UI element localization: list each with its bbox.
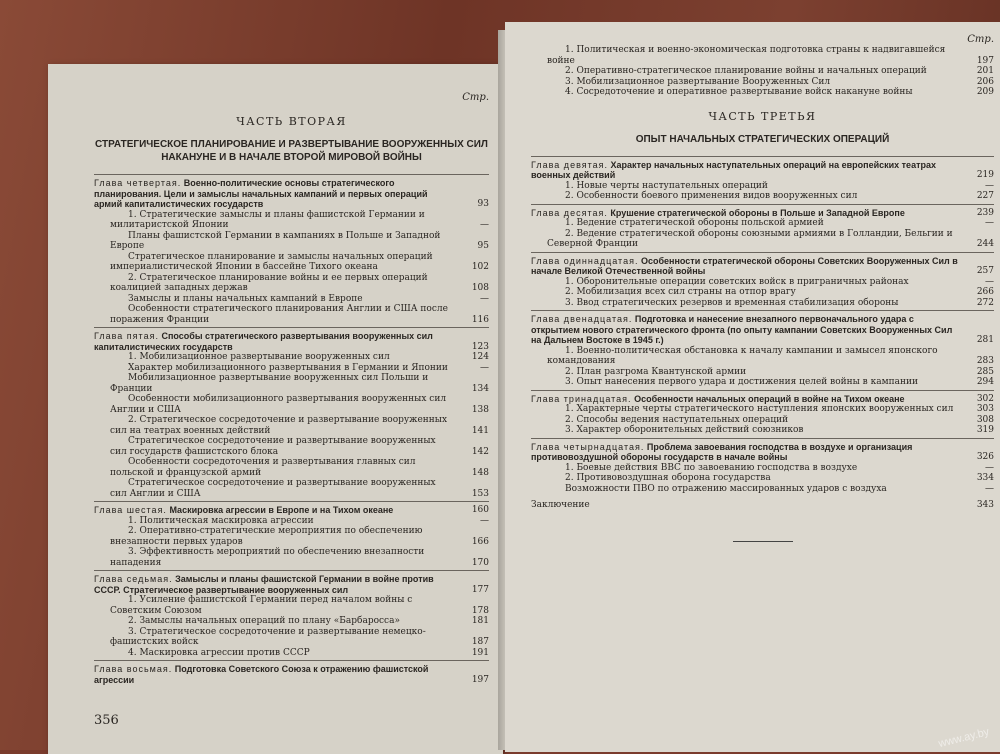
section-item	[531, 191, 994, 202]
chapter-title	[94, 574, 455, 595]
section-item	[94, 547, 489, 568]
chapter-title-row	[531, 394, 994, 405]
section-item	[531, 367, 994, 378]
chapter-page: 281	[976, 335, 994, 345]
section-item-page: 283	[976, 356, 994, 366]
chapter-title	[94, 331, 455, 352]
table-of-contents	[94, 174, 489, 685]
section-item-text: Стратегическое планирование и замыслы начальных операций империалистической Японии в бассейне Тихого океана	[110, 251, 433, 272]
section-item	[94, 457, 489, 478]
section-item	[94, 595, 489, 616]
chapter-page: 257	[976, 266, 994, 276]
section-item-page: —	[985, 180, 994, 191]
section-item-text: Особенности сосредоточения и развертывания главных сил польской и французской армий	[110, 457, 416, 478]
right-page	[505, 22, 1000, 752]
chapter-title	[531, 442, 960, 463]
chapter-label: Глава тринадцатая.	[531, 393, 632, 404]
section-item-text: 3. Мобилизационное развертывание Вооруженных Сил	[565, 76, 831, 87]
section-item-text: 2. План разгрома Квантунской армии	[565, 366, 747, 377]
chapter-page: 93	[477, 199, 489, 209]
section-item-text: 4. Маскировка агрессии против СССР	[128, 647, 310, 658]
section-item-text: Возможности ПВО по отражению массированных ударов с воздуха	[565, 483, 887, 494]
chapter-name: Особенности стратегической обороны Советских Вооруженных Сил в начале Великой Отечественной войны	[531, 255, 958, 276]
section-item-text: 2. Оперативно-стратегические мероприятия по обеспечению внезапности первых ударов	[110, 526, 423, 547]
section-item-page: 191	[471, 647, 489, 658]
section-item-text: 3. Ввод стратегических резервов и временная стабилизация обороны	[565, 297, 899, 308]
section-item-text: 1. Новые черты наступательных операций	[565, 180, 768, 191]
section-item-page: 170	[471, 557, 489, 568]
section-item	[94, 210, 489, 231]
section-item-page: 138	[471, 404, 489, 415]
str-label: Стр.	[967, 34, 994, 45]
section-item-page: 116	[471, 314, 489, 325]
section-item-page: —	[480, 362, 489, 373]
section-item-page: 209	[976, 87, 994, 97]
section-item-page: —	[480, 220, 489, 230]
section-item-page: —	[985, 218, 994, 228]
chapter-block	[94, 660, 489, 685]
chapter-page: 123	[471, 341, 489, 352]
chapter-label: Глава шестая.	[94, 505, 167, 515]
chapter-name: Подготовка и нанесение внезапного первоначального удара с открытием нового стратегического фронта (по опыту кампании Советских Вооруженных Сил на Дальнем Востоке в 1945 г.)	[531, 314, 953, 345]
section-item-page: —	[985, 276, 994, 287]
section-item	[531, 181, 994, 192]
section-item-text: 2. Стратегическое сосредоточение и развертывание вооруженных сил на театрах военных действий	[110, 415, 448, 436]
chapter-block	[531, 390, 994, 436]
section-item-page: 201	[976, 66, 994, 76]
chapter-label: Глава двенадцатая.	[531, 314, 633, 324]
chapter-name: Подготовка Советского Союза к отражению фашистской агрессии	[94, 664, 429, 685]
section-item	[94, 273, 489, 294]
section-item-page: 153	[471, 488, 489, 499]
chapter-title	[531, 394, 960, 405]
section-item	[531, 404, 994, 415]
chapter-page: 160	[471, 505, 489, 515]
section-item-text: 1. Военно-политическая обстановка к началу кампании и замысел японского командования	[547, 345, 938, 366]
section-item	[94, 478, 489, 499]
section-item-page: 334	[976, 473, 994, 483]
section-item-text: Стратегическое сосредоточение и развертывание вооруженных сил Англии и США	[110, 478, 436, 499]
part-title: СТРАТЕГИЧЕСКОЕ ПЛАНИРОВАНИЕ И РАЗВЕРТЫВАНИЕ ВООРУЖЕННЫХ СИЛ НАКАНУНЕ И В НАЧАЛЕ ВТОРОЙ МИРОВОЙ ВОЙНЫ	[95, 139, 488, 163]
section-item-page: —	[985, 462, 994, 473]
section-item-page: 102	[471, 262, 489, 272]
chapter-block	[531, 310, 994, 388]
section-item-text: 2. Противовоздушная оборона государства	[565, 473, 771, 483]
section-item-page: 266	[976, 287, 994, 297]
section-item	[94, 516, 489, 527]
chapter-title-row	[531, 314, 994, 346]
section-item-text: 2. Способы ведения наступательных операций	[565, 414, 789, 425]
section-item	[94, 252, 489, 273]
section-item-page: 148	[471, 467, 489, 478]
chapter-name: Способы стратегического развертывания вооруженных сил капиталистических государств	[94, 331, 433, 352]
section-item	[531, 87, 994, 98]
chapter-block	[531, 156, 994, 202]
chapter-block	[94, 174, 489, 325]
section-item-page: 197	[976, 55, 994, 66]
section-item-page: 141	[471, 425, 489, 436]
section-item	[94, 352, 489, 363]
chapter-name: Маскировка агрессии в Европе и на Тихом океане	[169, 505, 394, 515]
section-item	[94, 294, 489, 305]
continued-items	[531, 45, 994, 98]
chapter-label: Глава четырнадцатая.	[531, 441, 645, 452]
chapter-label: Глава седьмая.	[94, 574, 173, 584]
section-item	[531, 77, 994, 88]
chapter-block	[94, 501, 489, 568]
chapter-name: Военно-политические основы стратегического планирования. Цели и замыслы начальных кампаний и первых операций армий капиталистических государств	[94, 178, 428, 209]
section-item-text: Замыслы и планы начальных кампаний в Европе	[128, 293, 363, 304]
chapter-title	[531, 208, 960, 219]
section-item	[531, 277, 994, 288]
section-item-page: 178	[471, 605, 489, 616]
section-item-text: 3. Характер оборонительных действий союзников	[565, 425, 804, 435]
chapter-title	[94, 664, 455, 685]
section-item-page: 244	[976, 239, 994, 249]
section-item-text: Мобилизационное развертывание вооруженных сил Польши и Франции	[110, 373, 429, 394]
section-item-text: Характер мобилизационного развертывания в Германии и Японии	[128, 362, 448, 373]
chapter-title	[531, 160, 960, 181]
chapter-page: 177	[471, 584, 489, 595]
section-item-page: 206	[976, 76, 994, 87]
chapter-label: Глава пятая.	[94, 331, 159, 341]
section-item-text: 2. Ведение стратегической обороны союзными армиями в Голландии, Бельгии и Северной Франции	[547, 228, 953, 249]
section-item-page: —	[985, 483, 994, 494]
section-item	[94, 627, 489, 648]
chapter-label: Глава девятая.	[531, 159, 609, 170]
section-item-page: 294	[976, 377, 994, 387]
part-heading: ЧАСТЬ ТРЕТЬЯ	[708, 109, 817, 123]
section-item-page: 181	[471, 616, 489, 626]
section-item	[531, 484, 994, 495]
section-item-text: 2. Замыслы начальных операций по плану «Барбаросса»	[128, 616, 400, 626]
section-item-text: Особенности стратегического планирования Англии и США после поражения Франции	[110, 304, 448, 325]
chapter-page: 219	[976, 170, 994, 180]
section-item-text: Планы фашистской Германии в кампаниях в Польше и Западной Европе	[110, 230, 441, 251]
section-item-page: 187	[471, 637, 489, 647]
section-item	[94, 373, 489, 394]
section-item	[531, 66, 994, 77]
chapter-title-row	[531, 256, 994, 277]
section-item-text: Стратегическое сосредоточение и развертывание вооруженных сил государств фашистского блока	[110, 436, 436, 457]
chapter-name: Проблема завоевания господства в воздухе и организация противовоздушной обороны государств в начале войны	[531, 441, 913, 462]
section-item-text: 4. Сосредоточение и оперативное развертывание войск накануне войны	[565, 87, 913, 97]
section-item-text: 1. Усиление фашистской Германии перед началом войны с Советским Союзом	[110, 595, 413, 616]
section-item	[531, 377, 994, 388]
chapter-title-row	[94, 178, 489, 210]
section-item	[94, 648, 489, 659]
section-item-text: 1. Характерные черты стратегического наступления японских вооруженных сил	[565, 404, 954, 414]
section-item	[531, 425, 994, 436]
section-item-text: 1. Ведение стратегической обороны польской армией	[565, 218, 824, 228]
chapter-name: Особенности начальных операций в войне на Тихом океане	[634, 393, 905, 404]
section-item-text: 1. Боевые действия ВВС по завоеванию господства в воздухе	[565, 462, 858, 473]
section-item-text: 3. Стратегическое сосредоточение и развертывание немецко-фашистских войск	[110, 626, 426, 647]
section-item	[531, 473, 994, 484]
chapter-title	[531, 256, 960, 277]
chapter-block	[531, 252, 994, 309]
chapter-title	[94, 178, 455, 210]
section-item-page: 319	[976, 425, 994, 435]
section-item	[94, 363, 489, 374]
section-item	[94, 394, 489, 415]
section-item-page: 142	[471, 446, 489, 457]
section-item	[94, 231, 489, 252]
section-item	[531, 346, 994, 367]
section-item	[531, 229, 994, 250]
section-item-text: 3. Опыт нанесения первого удара и достижения целей войны в кампании	[565, 377, 918, 387]
chapter-label: Глава десятая.	[531, 207, 608, 218]
page-number: 356	[94, 713, 119, 728]
section-item-page: 308	[976, 414, 994, 425]
chapter-title-row	[531, 160, 994, 181]
str-label: Стр.	[462, 92, 489, 103]
section-item	[94, 616, 489, 627]
section-item-page: 227	[976, 191, 994, 201]
section-item-page: 124	[471, 352, 489, 362]
conclusion-page: 343	[976, 500, 994, 510]
chapter-title-row	[94, 331, 489, 352]
section-item-text: 1. Мобилизационное развертывание вооруженных сил	[128, 352, 390, 362]
chapter-title-row	[94, 664, 489, 685]
chapter-name: Замыслы и планы фашистской Германии в войне против СССР. Стратегическое развертывание вооруженных сил	[94, 574, 434, 595]
section-item-page: 95	[477, 241, 489, 251]
section-item-page: 108	[471, 283, 489, 293]
section-item-text: 2. Стратегическое планирование войны и ее первых операций коалицией западных держав	[110, 272, 428, 293]
section-item-text: 3. Эффективность мероприятий по обеспечению внезапности нападения	[110, 547, 425, 568]
part-title: ОПЫТ НАЧАЛЬНЫХ СТРАТЕГИЧЕСКИХ ОПЕРАЦИЙ	[635, 133, 890, 145]
section-item	[94, 436, 489, 457]
chapter-title-row	[531, 442, 994, 463]
chapter-title-row	[94, 505, 489, 516]
section-item	[531, 463, 994, 474]
part-heading: ЧАСТЬ ВТОРАЯ	[236, 115, 347, 128]
watermark: www.ay.by	[937, 725, 991, 751]
section-item-text: 2. Мобилизация всех сил страны на отпор врагу	[565, 287, 796, 297]
chapter-title-row	[531, 208, 994, 219]
section-item-page: 166	[471, 536, 489, 547]
section-item	[94, 415, 489, 436]
section-item	[531, 298, 994, 309]
chapter-block	[94, 327, 489, 499]
section-item	[94, 304, 489, 325]
section-item-text: 2. Особенности боевого применения видов вооруженных сил	[565, 191, 858, 201]
conclusion-row	[531, 500, 994, 511]
chapter-label: Глава восьмая.	[94, 664, 173, 674]
section-item	[531, 218, 994, 229]
section-item-page: 272	[976, 297, 994, 308]
section-item-text: 1. Политическая маскировка агрессии	[128, 515, 314, 526]
section-item	[531, 415, 994, 426]
left-page	[48, 64, 503, 754]
section-item-text: 2. Оперативно-стратегическое планирование войны и начальных операций	[565, 66, 927, 76]
section-item-page: —	[480, 515, 489, 526]
section-item	[94, 526, 489, 547]
section-item	[531, 287, 994, 298]
chapter-title	[531, 314, 960, 346]
chapter-page: 239	[976, 207, 994, 218]
chapter-label: Глава одиннадцатая.	[531, 255, 639, 266]
chapter-block	[531, 204, 994, 250]
section-item-text: 1. Оборонительные операции советских войск в приграничных районах	[565, 276, 909, 287]
chapter-block	[531, 438, 994, 495]
chapter-page: 302	[976, 393, 994, 404]
section-item-text: 1. Политическая и военно-экономическая подготовка страны к надвигавшейся войне	[547, 45, 946, 66]
chapter-title-row	[94, 574, 489, 595]
section-item-page: 285	[976, 366, 994, 377]
end-rule	[733, 541, 793, 542]
chapter-page: 326	[976, 452, 994, 462]
conclusion-text: Заключение	[531, 500, 590, 510]
section-item-text: 1. Стратегические замыслы и планы фашистской Германии и милитаристской Японии	[110, 209, 425, 230]
section-item-page: 303	[976, 404, 994, 414]
section-item-text: Особенности мобилизационного развертывания вооруженных сил Англии и США	[110, 394, 447, 415]
chapter-name: Характер начальных наступательных операций на европейских театрах военных действий	[531, 159, 936, 180]
section-item-page: 134	[471, 383, 489, 394]
table-of-contents	[531, 156, 994, 495]
chapter-block	[94, 570, 489, 658]
chapter-title	[94, 505, 455, 516]
chapter-page: 197	[471, 674, 489, 685]
chapter-name: Крушение стратегической обороны в Польше и Западной Европе	[610, 207, 905, 218]
section-item	[531, 45, 994, 66]
section-item-page: —	[480, 293, 489, 304]
chapter-label: Глава четвертая.	[94, 178, 182, 188]
